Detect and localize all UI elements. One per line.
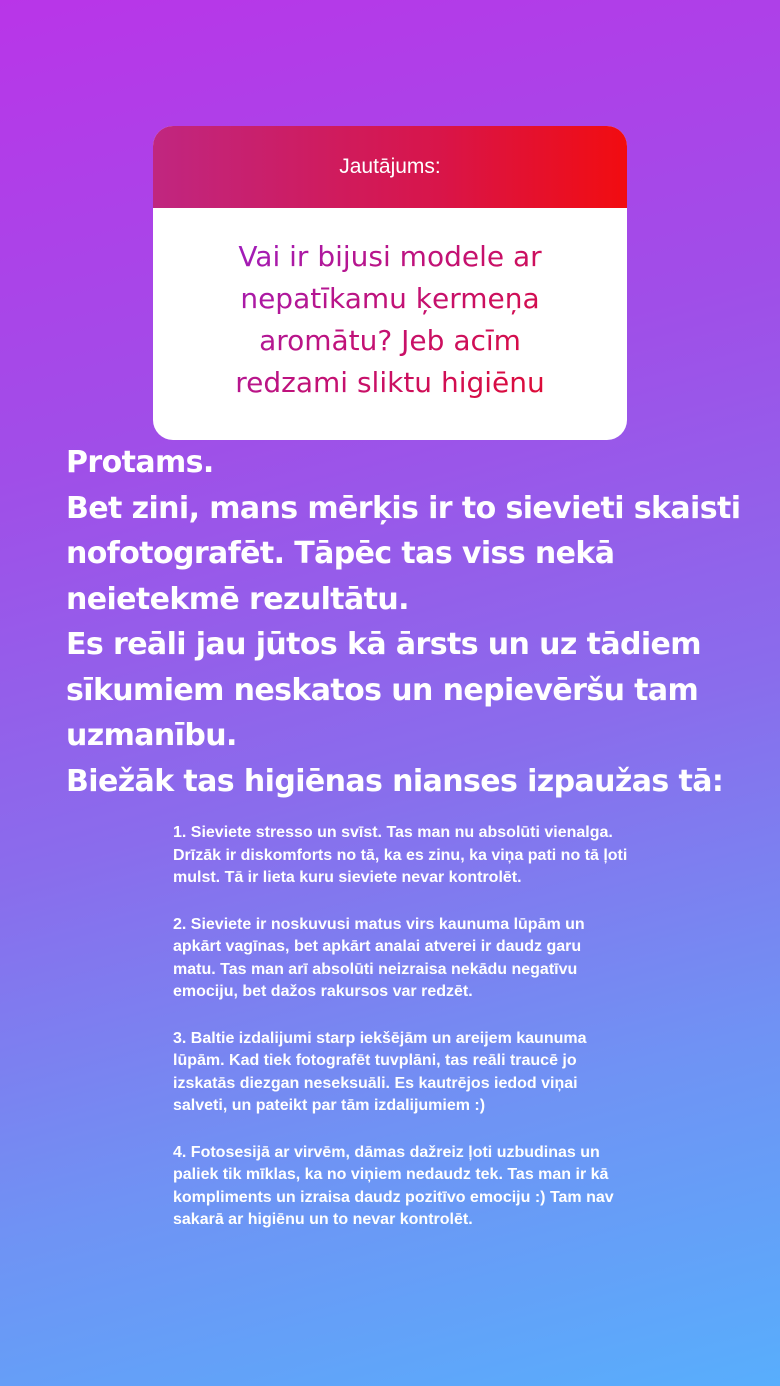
question-text <box>210 236 570 404</box>
answer-line: nofotografēt. Tāpēc tas viss nekā <box>66 536 615 571</box>
note-line: Drīzāk ir diskomforts no tā, ka es zinu, ka viņa pati no tā ļoti <box>173 846 628 864</box>
answer-line: sīkumiem neskatos un nepievēršu tam <box>66 672 699 708</box>
question-header <box>153 126 627 208</box>
answer-line: Biežāk tas higiēnas nianses izpaužas tā: <box>66 763 724 799</box>
note-line: 2. Sieviete ir noskuvusi matus virs kaunuma lūpām un <box>173 915 585 933</box>
note-line: 4. Fotosesijā ar virvēm, dāmas dažreiz ļoti uzbudinas un <box>173 1143 600 1161</box>
question-line: redzami sliktu higiēnu <box>235 366 545 399</box>
notes-list <box>173 822 693 1256</box>
answer-line: Protams. <box>66 445 214 480</box>
answer-line: uzmanību. <box>66 718 237 753</box>
note-line: 3. Baltie izdalijumi starp iekšējām un areijem kaunuma <box>173 1029 587 1047</box>
note-line: sakarā ar higiēnu un to nevar kontrolēt. <box>173 1211 473 1228</box>
question-body <box>153 208 627 440</box>
note-line: paliek tik mīklas, ka no viņiem nedaudz tek. Tas man ir kā <box>173 1166 609 1183</box>
note-item <box>173 822 693 890</box>
note-line: apkārt vagīnas, bet apkārt analai atverei ir daudz garu <box>173 938 582 955</box>
answer-line: neietekmē rezultātu. <box>66 581 409 617</box>
answer-line: Es reāli jau jūtos kā ārsts un uz tādiem <box>66 627 701 662</box>
note-line: matu. Tas man arī absolūti neizraisa nekādu negatīvu <box>173 960 578 978</box>
question-line: Vai ir bijusi modele ar <box>238 240 542 273</box>
question-header-label: Jautājums: <box>339 155 441 178</box>
question-line: nepatīkamu ķermeņa <box>240 282 540 315</box>
note-line: salveti, un pateikt par tām izdalijumiem :) <box>173 1097 486 1114</box>
question-line: aromātu? Jeb acīm <box>259 324 521 357</box>
answer-text <box>66 440 766 804</box>
note-item <box>173 1028 693 1118</box>
note-line: 1. Sieviete stresso un svīst. Tas man nu absolūti vienalga. <box>173 824 613 841</box>
note-item <box>173 1142 693 1232</box>
answer-line: Bet zini, mans mērķis ir to sievieti skaisti <box>66 490 741 526</box>
note-line: kompliments un izraisa daudz pozitīvo emociju :) Tam nav <box>173 1188 614 1206</box>
note-line: mulst. Tā ir lieta kuru sieviete nevar kontrolēt. <box>173 869 522 886</box>
question-sticker[interactable] <box>153 126 627 440</box>
note-item <box>173 914 693 1004</box>
note-line: izskatās diezgan neseksuāli. Es kautrējos iedod viņai <box>173 1074 578 1092</box>
note-line: lūpām. Kad tiek fotografēt tuvplāni, tas reāli traucē jo <box>173 1052 577 1069</box>
note-line: emociju, bet dažos rakursos var redzēt. <box>173 983 473 1000</box>
